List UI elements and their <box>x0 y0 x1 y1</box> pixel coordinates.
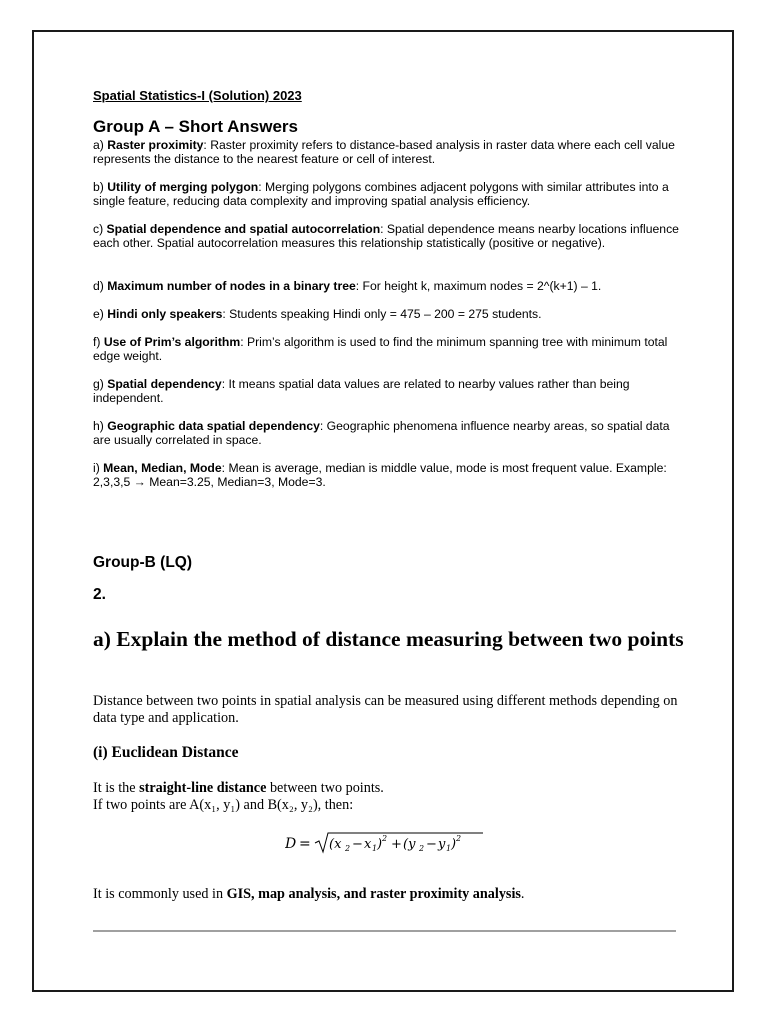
answer-prefix: f) <box>93 335 104 349</box>
answer-term: Hindi only speakers <box>107 307 223 321</box>
answer-text: : Mean is average, median is middle value, mode is most frequent value. Example: 2,3,3,5 → Mean=3.25, Median=3, Mode=3. <box>93 461 667 489</box>
svg-text:y: y <box>438 837 446 852</box>
document-title: Spatial Statistics-I (Solution) 2023 <box>93 88 302 103</box>
answer-term: Spatial dependency <box>107 377 222 391</box>
definition-paragraph <box>93 780 683 814</box>
svg-text:): ) <box>451 837 457 852</box>
answer-text: : Students speaking Hindi only = 475 – 200 = 275 students. <box>222 307 542 321</box>
definition-text-pre: It is the <box>93 780 140 796</box>
answer-item-b <box>93 180 683 208</box>
euclidean-subheading: (i) Euclidean Distance <box>93 744 239 761</box>
euclidean-formula <box>285 830 495 856</box>
intro-paragraph: Distance between two points in spatial analysis can be measured using different methods depending on data type and application. <box>93 693 678 726</box>
answer-item-g <box>93 377 683 405</box>
question-title: a) Explain the method of distance measuring between two points <box>93 627 684 651</box>
answer-prefix: b) <box>93 180 108 194</box>
svg-text:=: = <box>299 836 311 852</box>
svg-text:−: − <box>352 837 363 852</box>
answer-prefix: a) <box>93 138 108 152</box>
answer-term: Utility of merging polygon <box>107 180 259 194</box>
svg-text:(y: (y <box>403 837 416 852</box>
svg-text:2: 2 <box>345 844 351 853</box>
answer-prefix: c) <box>93 222 107 236</box>
svg-text:2: 2 <box>419 844 425 853</box>
svg-text:2: 2 <box>382 834 388 843</box>
answer-text: : Merging polygons combines adjacent polygons with similar attributes into a single feature, reducing data complexity and improving spatial analysis efficiency. <box>93 180 669 208</box>
answer-term: Use of Prim’s algorithm <box>103 335 241 349</box>
answer-term: Raster proximity <box>107 138 204 152</box>
horizontal-divider <box>93 930 676 932</box>
svg-text:1: 1 <box>372 844 378 853</box>
points-line: If two points are A(x₁, y₁) and B(x₂, y₂), then: <box>93 797 354 813</box>
question-number: 2. <box>93 586 106 603</box>
closing-paragraph <box>93 886 683 903</box>
definition-bold: straight-line distance <box>139 780 267 796</box>
svg-text:2: 2 <box>456 834 462 843</box>
answer-prefix: g) <box>93 377 108 391</box>
answer-item-d <box>93 279 683 293</box>
answer-item-c <box>93 222 683 250</box>
answer-text: : Spatial dependence means nearby locations influence each other. Spatial autocorrelation measures this relationship statistically (positive or negative). <box>93 222 679 250</box>
answer-text: : Prim’s algorithm is used to find the minimum spanning tree with minimum total edge weight. <box>93 335 668 363</box>
svg-text:−: − <box>426 837 437 852</box>
svg-text:(x: (x <box>329 837 342 852</box>
answer-text: : It means spatial data values are related to nearby values rather than being independent. <box>93 377 630 405</box>
svg-text:+: + <box>391 837 402 852</box>
formula-graphic <box>285 830 495 856</box>
svg-text:x: x <box>364 837 372 852</box>
answer-prefix: e) <box>93 307 108 321</box>
answer-text: : Raster proximity refers to distance-based analysis in raster data where each cell value represents the distance to the nearest feature or cell of interest. <box>93 138 675 166</box>
answer-term: Maximum number of nodes in a binary tree <box>107 279 356 293</box>
group-a-heading: Group A – Short Answers <box>93 117 298 136</box>
answer-item-f <box>93 335 683 363</box>
closing-bold: GIS, map analysis, and raster proximity analysis <box>226 886 521 902</box>
answer-term: Mean, Median, Mode <box>103 461 222 475</box>
answer-item-h <box>93 419 683 447</box>
definition-text-post: between two points. <box>266 780 384 796</box>
answer-item-e <box>93 307 683 321</box>
answer-prefix: h) <box>93 419 108 433</box>
answer-item-i <box>93 461 683 489</box>
closing-text-pre: It is commonly used in <box>93 886 227 902</box>
answer-item-a <box>93 138 683 166</box>
answer-term: Spatial dependence and spatial autocorrelation <box>106 222 381 236</box>
answer-text: : For height k, maximum nodes = 2^(k+1) – 1. <box>355 279 602 293</box>
svg-text:): ) <box>377 837 383 852</box>
group-b-heading: Group-B (LQ) <box>93 554 193 571</box>
svg-text:D: D <box>285 836 297 852</box>
svg-text:1: 1 <box>446 844 452 853</box>
answer-prefix: i) <box>93 461 104 475</box>
answer-prefix: d) <box>93 279 108 293</box>
answer-text: : Geographic phenomena influence nearby areas, so spatial data are usually correlated in space. <box>93 419 670 447</box>
closing-text-post: . <box>520 886 525 902</box>
answer-term: Geographic data spatial dependency <box>107 419 320 433</box>
